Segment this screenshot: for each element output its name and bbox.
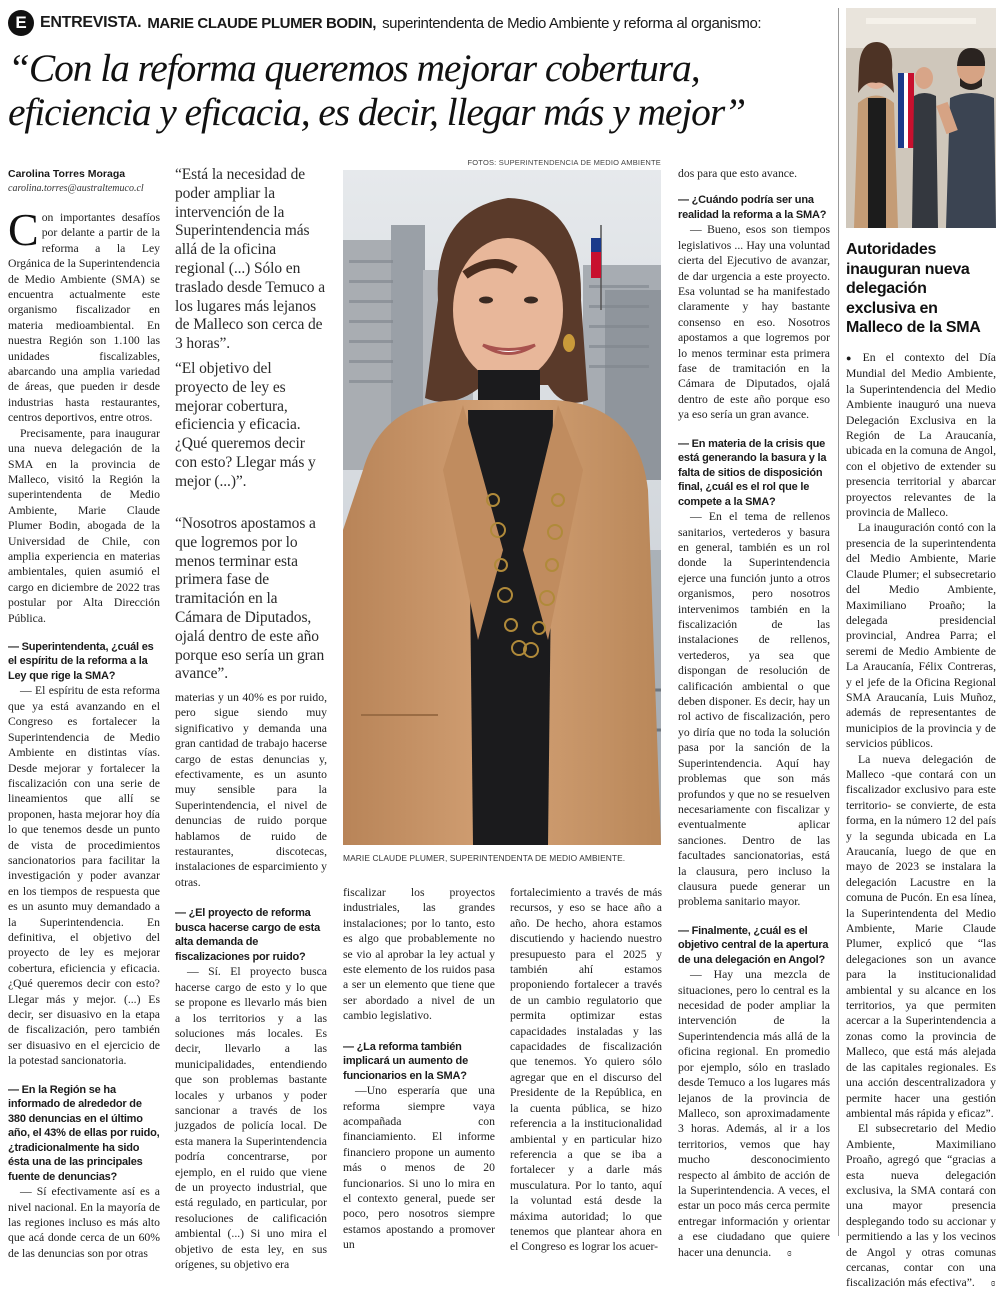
paragraph: Precisamente, para inaugurar una nueva delegación de la SMA en la provincia de Malleco, visitó la Región la superintendenta de Medio Ambiente, Marie Claude Plumer Bodin, abogada de la Universidad de Chile, con amplia experiencia en materias ambientales, quien asumió el cargo en diciembre de 2022 tras postular por Alta Dirección Pública. (8, 426, 160, 625)
interviewee-name: MARIE CLAUDE PLUMER BODIN, (147, 14, 377, 32)
column-3 (343, 885, 495, 1252)
answer: — El espíritu de esta reforma que ya está avanzando en el Congreso es fortalecer la Superintendencia de Medio Ambiente en distintas vías. Desde mejorar y fortalecer la fiscalización con una serie de lineamientos que allí se proponen, hasta mejorar hoy día lo que tenemos desde un punto de vista de procedimientos sancionatorios para facilitar la investigación y poder avanzar en los tiempos de respuesta que es un asunto muy demandado a la Superintendencia. En definitiva, el objetivo del proyecto de ley es mejorar cobertura, eficiencia y eficacia. ¿Qué queremos decir con esto? Llegar más y mejor. (...) Es decir, ser disuasivo en la etapa de fiscalización, pero también ser disuasivo en el ejercicio de la potestad sancionatoria. (8, 684, 160, 1068)
headline-line-2: eficiencia y eficacia, es decir, llegar más y mejor” (8, 90, 745, 134)
question: — Superintendenta, ¿cuál es el espíritu de la reforma a la Ley que rige la SMA? (8, 640, 154, 682)
answer: dos para que esto avance. (678, 167, 798, 180)
answer: — Hay una mezcla de situaciones, pero lo central es la necesidad de poder ampliar la intervención de la Superintendencia más allá de la oficina regional. En promedio por ejemplo, sólo en traslado desde Temuco a los lugares más lejanos de la provincia de Malleco, son aproximadamente 3 horas. Además, al ir a los territorios, vemos que hay mucho desconocimiento respecto al ámbito de acción de la Superintendencia. A veces, el estar un poco más cerca permite entregar información y orientar a ese ciudadano que quiere hacer una denuncia. ɞ (678, 967, 830, 1261)
answer: — Sí. El proyecto busca hacerse cargo de esto y lo que se propone es llevarlo más bien a los territorios y a las soluciones más locales. Es decir, llevarlo a las municipalidades, entendiendo que son problemas bastante locales y urbanos y poder sancionar a través de los juzgados de policía local. De esta manera la Superintendencia podría concentrarse, por ejemplo, en el ruido que viene de un proyecto industrial, que está regulado, en particular, por resoluciones de calificación ambiental (...) Si uno mira el objetivo de esta ley, en sus orígenes, su objetivo era (175, 965, 327, 1271)
sidebar-paragraph: La inauguración contó con la presencia de la superintendenta del Medio Ambiente, Marie Claude Plumer; el subsecretario del Medio Ambiente, Maximiliano Proaño; la delegada presidencial provincial, Andrea Parra; el seremi de Medio Ambiente de La Araucanía, Félix Contreras, y el jefe de la Oficina Regional SMA Araucanía, Luis Muñoz, además de representantes de municipios de la provincia y de servicios públicos. (846, 521, 996, 751)
headline-line-1: “Con la reforma queremos mejorar cobertura, (8, 46, 700, 90)
answer: fiscalizar los proyectos industriales, las grandes instalaciones; por lo tanto, esto es algo que probablemente no se vio al aprobar la ley actual y este elemento de los ruidos pasa a ser un elemento que tiene que ser abordado a nivel de un cambio legislativo. (343, 886, 495, 1023)
section-badge: E (8, 10, 34, 36)
answer: materias y un 40% es por ruido, pero sigue siendo muy significativo y demanda una gran cantidad de trabajo hacerse cargo de estas denuncias y, efectivamente, es un asunto muy sensible para la Superintendencia, el nivel de denuncias de ruido porque hablamos de ruido de restaurantes, discotecas, instalaciones de esparcimiento y otras. (175, 691, 327, 889)
header-subtitle: superintendenta de Medio Ambiente y reforma al organismo: (382, 14, 762, 32)
column-5 (678, 166, 830, 1259)
portrait-illustration (343, 170, 661, 845)
question: — En materia de la crisis que está generando la basura y la falta de sitios de disposición final, ¿cuál es el rol que le compete a la SMA? (678, 437, 827, 508)
question: — ¿El proyecto de reforma busca hacerse cargo de esta alta demanda de fiscalizaciones por ruido? (175, 907, 321, 963)
question: — ¿La reforma también implicará un aumento de funcionarios en la SMA? (343, 1040, 468, 1082)
pull-quote-1: “Está la necesidad de poder ampliar la intervención de la Superintendencia más allá de la oficina regional (...) Sólo en traslado desde Temuco a los lugares más lejanos de Malleco son cerca de 3 horas”. (175, 166, 325, 353)
author-name: Carolina Torres Moraga (8, 168, 126, 180)
paragraph: Con importantes desafíos por delante a partir de la reforma a la Ley Orgánica de la Superintendencia de Medio Ambiente (SMA) se encuentra actualmente este organismo fiscalizador en materia medioambiental. En nuestra Región son 1.100 las unidades fiscalizables, abarcando una amplia variedad de áreas, que pueden ir desde industrias hasta restaurantes, centros deportivos, entre otros. (8, 204, 160, 425)
question: — En la Región se ha informado de alrededor de 380 denuncias en el último año, el 43% de ellas por ruido, ¿tradicionalmente ha sido ésta una de las principales fuente de denuncias? (8, 1083, 160, 1183)
byline (8, 168, 168, 194)
answer: — En el tema de rellenos sanitarios, vertederos y basura en general, también es un rol donde la Superintendencia ejerce una función junto a otros organismos, pero nosotros intervenimos también en la fiscalización de las instalaciones de rellenos, vertederos, ya sea que dispongan de resolución de calificación ambiental o que deben disponer. Es decir, hay un rol activo de fiscalización, pero yo diría que no toda la solución pasa por la sanción de la Superintendencia. Aquí hay problemas que son más profundos y que no se resuelven necesariamente con fiscalizar y eventualmente aplicar sanciones. Dentro de las facultades sancionatorias, está la clausura, pero incluso la clausura puede generar un problema sanitario mayor. (678, 510, 830, 909)
author-email[interactable]: carolina.torres@australtemuco.cl (8, 183, 144, 194)
sidebar-headline: Autoridades inauguran nueva delegación exclusiva en Malleco de la SMA (846, 241, 981, 336)
question: — Finalmente, ¿cuál es el objetivo central de la apertura de una delegación en Angol? (678, 924, 829, 966)
end-mark: ɞ (787, 1247, 792, 1259)
answer: — Bueno, esos son tiempos legislativos ... Hay una voluntad cierta del Ejecutivo de avanzar, de dar urgencia a este proyecto. Esa voluntad se ha manifestado claramente y hay bastante consenso en eso. Nosotros apostamos a que logremos por lo menos terminar esta primera fase de tramitación en la Cámara de Diputados, ojalá dentro de este año porque eso ya eso sería un gran avance. (678, 223, 830, 422)
bullet-icon: ● (846, 353, 859, 363)
column-4 (510, 885, 662, 1254)
sidebar-photo-illustration (846, 8, 996, 228)
article-header (8, 8, 838, 38)
sidebar-photo (846, 8, 996, 228)
main-photo (343, 170, 661, 845)
question: — ¿Cuándo podría ser una realidad la reforma a la SMA? (678, 194, 827, 221)
column-divider (838, 8, 839, 1236)
column-1 (8, 204, 160, 1260)
answer: — Sí efectivamente así es a nivel nacional. En la mayoría de las regiones incluso es más alto que acá donde cerca de un 60% de las denuncias son por otras (8, 1185, 160, 1260)
sidebar-paragraph: El subsecretario del Medio Ambiente, Maximiliano Proaño, agregó que “gracias a esta nueva delegación exclusiva, la SMA contará con una mayor presencia desplegando todo su accionar y permitiendo a las y los vecinos de Angol y otras comunas cercanas, contar con una fiscalización más efectiva”. ɞ (846, 1121, 996, 1291)
pull-quote-3: “Nosotros apostamos a que logremos por lo menos terminar esta primera fase de tramitación en la Cámara de Diputados, ojalá dentro de este año porque eso sería un gran avance”. (175, 515, 325, 683)
photo-caption: MARIE CLAUDE PLUMER, SUPERINTENDENTA DE MEDIO AMBIENTE. (343, 853, 626, 863)
sidebar-body (846, 350, 996, 1290)
headline (8, 46, 838, 134)
pull-quote-2: “El objetivo del proyecto de ley es mejorar cobertura, eficiencia y eficacia. ¿Qué queremos decir con esto? Llegar más y mejor (...)”. (175, 360, 316, 490)
sidebar-paragraph: La nueva delegación de Malleco -que contará con un fiscalizador exclusivo para este territorio- se convierte, de esta forma, en la número 12 del país y la segunda ubicada en La Araucanía, luego de que en mayo de 2023 se instalara la delegación Lacustre en la comuna de Pucón. En esa línea, la Superintendenta del Medio Ambiente, Marie Claude Plumer, explicó que “las delegaciones son un avance para la institucionalidad ambiental y su alcance en los territorios, ya que permiten acercar a la Superintendencia a zonas como la provincia de Malleco, que está más alejada de las capitales regionales. Es una acción descentralizadora y permite hacer una gestión ambiental más rápida y eficaz”. (846, 752, 996, 1120)
section-kicker: ENTREVISTA. (40, 14, 142, 31)
photo-credit: FOTOS: SUPERINTENDENCIA DE MEDIO AMBIENTE (467, 158, 661, 167)
column-2 (175, 690, 327, 1271)
drop-cap: C (8, 204, 39, 255)
answer: fortalecimiento a través de más recursos, y eso se hace año a año. De hecho, ahora estamos discutiendo y haciendo nuestro presupuesto para el 2025 y también ahí estamos proponiendo fortalecer a través de un cambio regulatorio que permita optimizar estas capacidades instaladas y las capacidades de fiscalización que tenemos. Yo quiero sólo agregar que en el discurso del Presidente de la República, en la cuenta pública, se hizo referencia a la institucionalidad ambiental y en particular hizo referencia a que se iba a fortalecer y a darle más musculatura. Por lo tanto, aquí la voluntad está desde la máxima autoridad; lo que tenemos que plantear ahora en el Congreso es lograr los acuer- (510, 886, 662, 1254)
end-mark: ɞ (990, 1278, 996, 1290)
sidebar-paragraph: ● En el contexto del Día Mundial del Medio Ambiente, la Superintendencia del Medio Ambiente inauguró una nueva Delegación Exclusiva en la Región de La Araucanía, ubicada en la comuna de Angol, con el objetivo de extender su presencia territorial y abarcar proyectos relevantes de la provincia de Malleco. (846, 351, 996, 520)
answer: —Uno esperaría que una reforma siempre vaya acompañada con financiamiento. El informe financiero propone un aumento más o menos de 20 funcionarios. Si uno lo mira en el contexto general, puede ser poco, pero nosotros siempre estamos apostando a promover un (343, 1084, 495, 1252)
